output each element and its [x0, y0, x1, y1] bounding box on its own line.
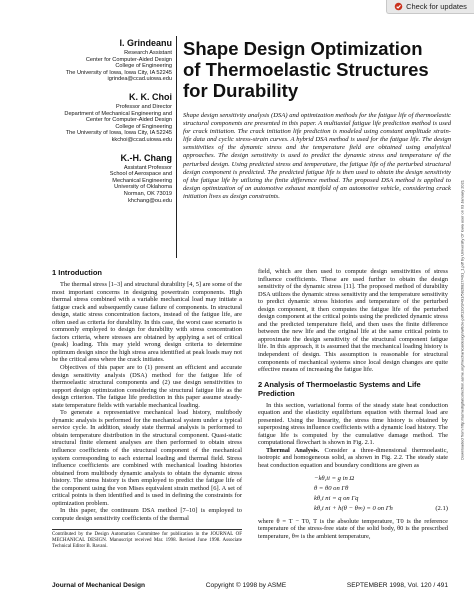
author-affiliation-line: Department of Mechanical Engineering and	[64, 110, 172, 117]
download-notice: Downloaded from http://asmedigitalcollection.asme.org/mechanicaldesign/article-pdf/120/3/491/5826827/491_1.pdf by University Of Iowa user on 03 January 2021	[459, 180, 465, 460]
page-footer	[52, 582, 448, 589]
author-email: igrindea@ccad.uiowa.edu	[107, 76, 172, 83]
author-affiliation-line: Mechanical Engineering	[112, 177, 172, 184]
author-affiliation-line: College of Engineering	[115, 63, 172, 70]
author-email: kkchoi@ccad.uiowa.edu	[111, 136, 172, 143]
author-affiliation-line: Center for Computer-Aided Design	[85, 56, 172, 63]
subsection-label: Thermal Analysis.	[266, 446, 320, 454]
title-divider	[176, 36, 177, 258]
section-heading: 2 Analysis of Thermoelastic Systems and Life Prediction	[258, 379, 421, 398]
right-column	[258, 268, 448, 540]
journal-name: Journal of Mechanical Design	[52, 582, 146, 589]
footnote: Contributed by the Design Automation Committee for publication in the JOURNAL OF MECHANICAL DESIGN. Manuscript received Mar. 1998. Revised June 1998. Associate Technical Editor B. Ravani.	[52, 529, 242, 550]
paragraph: The thermal stress [1–3] and structural durability [4, 5] are some of the most important concerns in designing powertrain components. High thermal stress combined with a variable mechanical load may initiate a fatigue crack and subsequently cause failure of components. In structural design, static stress concentration factors, instead of the fatigue life, are often used as criteria for durability. In this case, the worst case scenario is commonly employed to design for durability with stress concentration factors criteria, where stresses are obtained by applying a set of critical (peak) loading. This may yield wrong design criteria to determine optimum design since the high stress area identified at peak loads may not be the critical area where the crack initiates.	[52, 281, 242, 364]
author-affiliation-line: Professor and Director	[116, 103, 172, 110]
check-for-updates-button[interactable]	[386, 0, 474, 14]
title-line: Shape Design Optimization	[183, 38, 423, 59]
equation-number: (2.1)	[435, 504, 448, 512]
author-affiliation-line: Assistant Professor	[123, 164, 172, 171]
author-chang	[4, 153, 172, 205]
equation: −kθ,ii = g in Ω	[314, 474, 355, 482]
paragraph: where θ = T − T0, T is the absolute temperature, T0 is the reference temperature of the stress-free state of the solid body, θ0 is the prescribed temperature, θ∞ is the ambient temperature,	[258, 517, 448, 540]
paragraph: Objectives of this paper are to (1) present an efficient and accurate design sensitivity analysis (DSA) method for the fatigue life of thermoelastic structural components and (2) use design sensitivities to support design optimization considering the structural fatigue life as the design criterion. The fatigue life prediction in this paper assume steady-state temperature fields with variable mechanical loading.	[52, 364, 242, 409]
paragraph-text: Consider a three-dimensional thermoelastic, isotropic and homogeneous solid, as shown in Fig. 2.2. The steady state heat conduction equation and boundary conditions are given as	[258, 446, 448, 470]
author-name: K.-H. Chang	[120, 152, 172, 163]
equation: kθ,i ni = q on Γq	[314, 494, 359, 502]
author-affiliation-line: Center for Computer-Aided Design	[85, 117, 172, 124]
author-affiliation-line: Research Assistant	[124, 50, 172, 56]
author-email: khchang@ou.edu	[128, 197, 172, 204]
equation: kθ,i ni + h(θ − θ∞) = 0 on Γh	[314, 504, 393, 512]
paper-title	[183, 38, 453, 101]
title-line: for Durability	[183, 80, 299, 101]
copyright: Copyright © 1998 by ASME	[205, 582, 287, 589]
paragraph: In this section, variational forms of the steady state heat conduction equation and the elasticity equilibrium equation with thermal load are presented. Using the linearity, the stress time history is obtained by superposing stress influence coefficients with a dynamic load history. The fatigue life is computed by the cumulative damage method. The computational flowchart is shown in Fig. 2.1.	[258, 401, 448, 447]
update-icon	[394, 2, 403, 11]
equation-block	[258, 474, 448, 514]
abstract: Shape design sensitivity analysis (DSA) and optimization methods for the fatigue life of thermoelastic structural components are presented in this paper. A multiaxial fatigue life prediction method is used for crack initiation. The crack initiation life prediction is modeled using constant amplitude strain-life data and cyclic stress-strain curves. A hybrid DSA method is used for the fatigue life. The design sensitivities of the dynamic stress and the temperature field are obtained using analytical approaches. The design sensitivity is used to predict the dynamic stress and temperature of the perturbed design. Using predicted stress and temperature, the fatigue life of the perturbed structural design component is predicted. The predicted fatigue life is then used to obtain the design sensitivity of the fatigue life by utilizing the finite difference method. The proposed DSA method is applied to design optimization of an automotive exhaust manifold of an automotive vehicle, considering crack initiation lives as design constraints.	[183, 112, 451, 200]
paragraph: field, which are then used to compute design sensitivities of stress influence coefficients. These are used further to obtain the design sensitivity of the dynamic stress [11]. The proposed method of durability DSA utilizes the dynamic stress sensitivity and the temperature sensitivity to predict dynamic stress histories and temperature of the perturbed design component, it then computes the fatigue life of the perturbed design component at the critical points using the predicted dynamic stress and the predicted temperature field, and then uses the finite difference between the new life and the original life at the same critical points to approximate the design sensitivity of the structural component fatigue life. In this approach, it is assumed that the mechanical loading history is independent of design. This assumption is reasonable for structural components of mechanical systems since local design changes are quite effective means of increasing the fatigue life.	[258, 268, 448, 374]
author-name: I. Grindeanu	[119, 38, 172, 48]
author-affiliation-line: University of Oklahoma	[114, 184, 172, 191]
author-affiliation-line: The University of Iowa, Iowa City, IA 52245	[65, 130, 172, 137]
left-column	[52, 268, 242, 550]
paragraph	[258, 447, 448, 470]
paragraph: In this paper, the continuum DSA method [7–10] is employed to compute design sensitivity coefficients of the thermal	[52, 507, 242, 522]
author-affiliation-line: College of Engineering	[115, 123, 172, 130]
issue-info: SEPTEMBER 1998, Vol. 120 / 491	[346, 582, 448, 589]
author-affiliation-line: Norman, OK 73019	[123, 190, 172, 197]
author-list	[4, 38, 172, 213]
author-name: K. K. Choi	[129, 91, 172, 102]
author-choi	[4, 92, 172, 144]
author-grindeanu	[4, 38, 172, 83]
equation: θ = θ0 on Γθ	[314, 484, 349, 492]
check-for-updates-label: Check for updates	[406, 2, 467, 11]
section-heading: 1 Introduction	[52, 268, 102, 277]
paragraph: To generate a representative mechanical load history, multibody dynamic analysis is performed for the mechanical system under a typical service cycle. In addition, steady state thermal analysis is performed to obtain temperature distribution in the structural component. Quasi-static structural finite element analyses are then performed to obtain stress influence coefficients of the structural component of the mechanical system corresponding to each external loading and thermal field. Stress influence coefficients are combined with mechanical loading histories obtained from multibody dynamic analysis to obtain the dynamic stress history. The stress history is then employed to predict the fatigue life of the component using the von Mises equivalent strain method [6]. A set of critical points is then identified and is used in defining the constraints for optimization problem.	[52, 409, 242, 507]
author-affiliation-line: School of Aerospace and	[109, 171, 172, 178]
author-affiliation-line: The University of Iowa, Iowa City, IA 52245	[65, 69, 172, 76]
title-line: of Thermoelastic Structures	[183, 59, 429, 80]
